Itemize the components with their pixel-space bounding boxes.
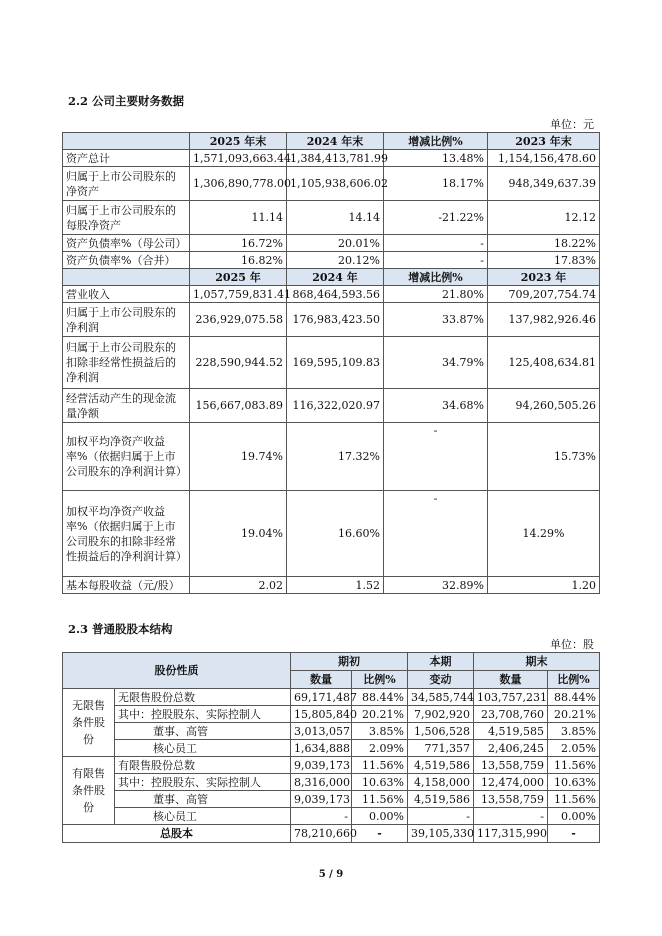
cell: -21.22% [384, 201, 488, 235]
cell: 2.09% [352, 740, 408, 757]
header-blank [63, 133, 190, 150]
cell: 1,105,938,606.02 [287, 167, 384, 201]
column-header: 2023 年 [488, 269, 600, 286]
row-label: 董事、高管 [115, 791, 291, 808]
cell: 17.32% [287, 423, 384, 491]
cell: 20.21% [352, 706, 408, 723]
table-row [63, 577, 600, 594]
row-label: 归属于上市公司股东的净利润 [63, 303, 190, 337]
cell: 9,039,173 [291, 757, 352, 774]
cell: 948,349,637.39 [488, 167, 600, 201]
cell: 8,316,000 [291, 774, 352, 791]
cell: 11.56% [548, 791, 600, 808]
total-row [63, 825, 600, 843]
row-label: 加权平均净资产收益率%（依据归属于上市公司股东的扣除非经常性损益后的净利润计算） [63, 491, 190, 577]
cell: 2.02 [190, 577, 287, 594]
cell: - [384, 491, 488, 577]
cell: - [384, 423, 488, 491]
row-label: 董事、高管 [115, 723, 291, 740]
table-row [63, 389, 600, 423]
cell: 9,039,173 [291, 791, 352, 808]
cell: 3,013,057 [291, 723, 352, 740]
cell: 1.52 [287, 577, 384, 594]
table-row [63, 423, 600, 491]
cell: 1,057,759,831.41 [190, 286, 287, 303]
header-ratio: 比例% [352, 671, 408, 689]
cell: 10.63% [352, 774, 408, 791]
cell: 34,585,744 [408, 689, 474, 706]
row-label: 其中：控股股东、实际控制人 [115, 706, 291, 723]
table-row [63, 303, 600, 337]
cell: 176,983,423.50 [287, 303, 384, 337]
header-period-begin: 期初 [291, 653, 408, 671]
column-header: 增减比例% [384, 133, 488, 150]
cell: 33.87% [384, 303, 488, 337]
cell: 21.80% [384, 286, 488, 303]
cell: 1.20 [488, 577, 600, 594]
row-label: 归属于上市公司股东的净资产 [63, 167, 190, 201]
cell: 88.44% [352, 689, 408, 706]
cell: 23,708,760 [474, 706, 548, 723]
table-row [63, 808, 600, 825]
cell: 34.79% [384, 337, 488, 389]
cell: 4,158,000 [408, 774, 474, 791]
cell: 169,595,109.83 [287, 337, 384, 389]
cell: 11.56% [352, 791, 408, 808]
column-header: 2024 年 [287, 269, 384, 286]
cell: 16.72% [190, 235, 287, 252]
row-label: 有限售股份总数 [115, 757, 291, 774]
table-row [63, 167, 600, 201]
cell: 14.14 [287, 201, 384, 235]
cell: 19.74% [190, 423, 287, 491]
header-period-change-top: 本期 [408, 653, 474, 671]
table-header-row [63, 269, 600, 286]
header-qty: 数量 [474, 671, 548, 689]
cell: - [384, 235, 488, 252]
table-row [63, 757, 600, 774]
cell: 868,464,593.56 [287, 286, 384, 303]
cell: 39,105,330 [408, 825, 474, 843]
unit-label-shares: 单位：股 [550, 638, 594, 651]
table-header-row [63, 133, 600, 150]
unit-label-yuan: 单位：元 [550, 118, 594, 131]
table-row [63, 740, 600, 757]
table-row [63, 337, 600, 389]
cell: 11.56% [548, 757, 600, 774]
group-label-unrestricted: 无限售条件股份 [63, 689, 115, 757]
table-row [63, 286, 600, 303]
cell: 13,558,759 [474, 791, 548, 808]
cell: 103,757,231 [474, 689, 548, 706]
table-row [63, 150, 600, 167]
cell: 4,519,586 [408, 757, 474, 774]
cell: 117,315,990 [474, 825, 548, 843]
column-header: 2025 年 [190, 269, 287, 286]
cell: 11.56% [352, 757, 408, 774]
row-label: 资产负债率%（母公司） [63, 235, 190, 252]
table-header-row [63, 653, 600, 671]
cell: 1,506,528 [408, 723, 474, 740]
cell: 20.12% [287, 252, 384, 269]
table-row [63, 706, 600, 723]
cell: 78,210,660 [291, 825, 352, 843]
column-header: 2025 年末 [190, 133, 287, 150]
cell: 94,260,505.26 [488, 389, 600, 423]
column-header: 2024 年末 [287, 133, 384, 150]
cell: 20.01% [287, 235, 384, 252]
cell: 69,171,487 [291, 689, 352, 706]
header-qty: 数量 [291, 671, 352, 689]
row-label: 资产总计 [63, 150, 190, 167]
row-label: 归属于上市公司股东的每股净资产 [63, 201, 190, 235]
cell: 18.17% [384, 167, 488, 201]
cell: 88.44% [548, 689, 600, 706]
table-row [63, 689, 600, 706]
cell: 2.05% [548, 740, 600, 757]
row-label: 加权平均净资产收益率%（依据归属于上市公司股东的净利润计算） [63, 423, 190, 491]
row-label: 核心员工 [115, 740, 291, 757]
cell: 4,519,586 [408, 791, 474, 808]
cell: 156,667,083.89 [190, 389, 287, 423]
table-row [63, 235, 600, 252]
cell: 14.29% [488, 491, 600, 577]
cell: 2,406,245 [474, 740, 548, 757]
header-ratio: 比例% [548, 671, 600, 689]
section-title-share-structure: 2.3 普通股股本结构 [68, 622, 173, 636]
cell: - [474, 808, 548, 825]
cell: 4,519,585 [474, 723, 548, 740]
row-label: 核心员工 [115, 808, 291, 825]
page-number: 5 / 9 [318, 869, 344, 880]
cell: - [291, 808, 352, 825]
cell: 137,982,926.46 [488, 303, 600, 337]
cell: 20.21% [548, 706, 600, 723]
cell: 18.22% [488, 235, 600, 252]
cell: - [408, 808, 474, 825]
header-blank [63, 269, 190, 286]
financial-data-table [62, 132, 600, 594]
header-change-bottom: 变动 [408, 671, 474, 689]
cell: 1,306,890,778.00 [190, 167, 287, 201]
cell: 236,929,075.58 [190, 303, 287, 337]
cell: 13,558,759 [474, 757, 548, 774]
row-label: 其中：控股股东、实际控制人 [115, 774, 291, 791]
cell: 15,805,840 [291, 706, 352, 723]
cell: - [352, 825, 408, 843]
row-label: 营业收入 [63, 286, 190, 303]
cell: 10.63% [548, 774, 600, 791]
row-label: 无限售股份总数 [115, 689, 291, 706]
row-label: 基本每股收益（元/股） [63, 577, 190, 594]
cell: 11.14 [190, 201, 287, 235]
cell: 125,408,634.81 [488, 337, 600, 389]
cell: 0.00% [352, 808, 408, 825]
cell: 0.00% [548, 808, 600, 825]
cell: 12.12 [488, 201, 600, 235]
header-share-nature: 股份性质 [63, 653, 291, 689]
table-row [63, 774, 600, 791]
section-title-financial: 2.2 公司主要财务数据 [68, 94, 185, 108]
cell: 17.83% [488, 252, 600, 269]
cell: 116,322,020.97 [287, 389, 384, 423]
header-period-end: 期末 [474, 653, 600, 671]
cell: 1,634,888 [291, 740, 352, 757]
table-row [63, 723, 600, 740]
cell: 1,384,413,781.99 [287, 150, 384, 167]
group-label-restricted: 有限售条件股份 [63, 757, 115, 825]
column-header: 2023 年末 [488, 133, 600, 150]
cell: 15.73% [488, 423, 600, 491]
table-row [63, 491, 600, 577]
cell: - [548, 825, 600, 843]
cell: 32.89% [384, 577, 488, 594]
table-row [63, 201, 600, 235]
cell: 19.04% [190, 491, 287, 577]
cell: 3.85% [352, 723, 408, 740]
cell: 7,902,920 [408, 706, 474, 723]
cell: 13.48% [384, 150, 488, 167]
cell: 228,590,944.52 [190, 337, 287, 389]
table-row [63, 791, 600, 808]
cell: 34.68% [384, 389, 488, 423]
cell: - [384, 252, 488, 269]
cell: 3.85% [548, 723, 600, 740]
row-label: 归属于上市公司股东的扣除非经常性损益后的净利润 [63, 337, 190, 389]
cell: 1,571,093,663.44 [190, 150, 287, 167]
cell: 12,474,000 [474, 774, 548, 791]
row-label: 资产负债率%（合并） [63, 252, 190, 269]
column-header: 增减比例% [384, 269, 488, 286]
total-label: 总股本 [63, 825, 291, 843]
row-label: 经营活动产生的现金流量净额 [63, 389, 190, 423]
share-structure-table [62, 652, 600, 843]
cell: 709,207,754.74 [488, 286, 600, 303]
cell: 16.60% [287, 491, 384, 577]
cell: 771,357 [408, 740, 474, 757]
table-row [63, 252, 600, 269]
cell: 16.82% [190, 252, 287, 269]
cell: 1,154,156,478.60 [488, 150, 600, 167]
